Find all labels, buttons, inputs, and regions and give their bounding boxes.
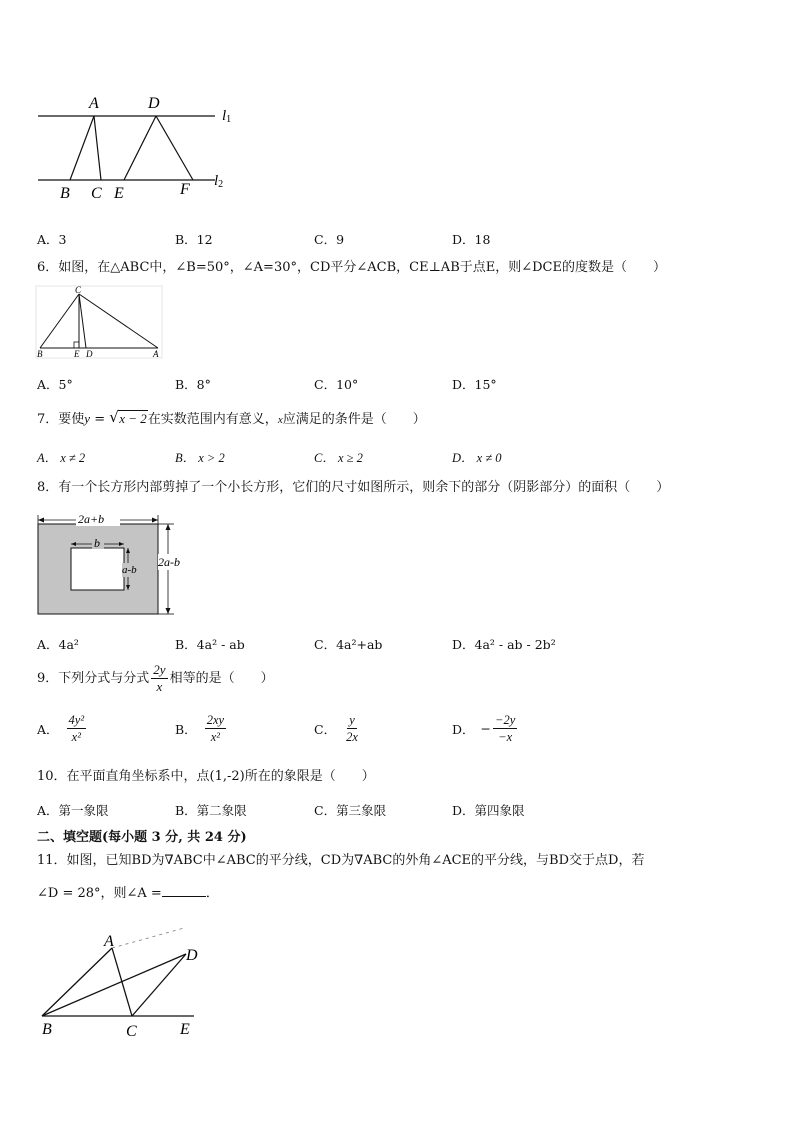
point-label-e: E	[114, 185, 124, 202]
q5-option-b[interactable]: B．12	[175, 232, 213, 247]
q8-option-c[interactable]: C．4a²+ab	[314, 637, 383, 652]
q6-question-text: 6．如图，在△ABC中，∠B=50°，∠A=30°，CD平分∠ACB，CE⊥AB于点E，则∠DCE的度数是（ ）	[37, 260, 666, 275]
line-label-l1: l1	[222, 108, 232, 125]
point-label-d: D	[148, 95, 160, 112]
q5-option-c[interactable]: C．9	[314, 232, 345, 247]
line-label-l2: l2	[214, 173, 224, 190]
answer-blank[interactable]	[162, 884, 206, 897]
q10-option-b[interactable]: B．第二象限	[175, 803, 247, 818]
q11-question-line1: 11．如图，已知BD为∇ABC中∠ABC的平分线，CD为∇ABC的外角∠ACE的平分线，与BD交于点D，若	[37, 853, 645, 868]
q6-option-b[interactable]: B．8°	[175, 377, 211, 392]
q9-question-text: 9．下列分式与分式 $\frac{2y}{x}$ 相等的是（ ）	[37, 662, 274, 694]
point-label-a: A	[89, 95, 99, 112]
q5-option-a[interactable]: A．3	[37, 232, 67, 247]
point-label-c: C	[126, 1023, 137, 1040]
q11-question-line2: ∠D = 28°，则∠A = ．	[37, 886, 219, 901]
point-label-a: A	[153, 349, 159, 359]
point-label-c: C	[75, 285, 82, 295]
section-heading-fill-in: 二、填空题(每小题 3 分, 共 24 分)	[37, 830, 247, 845]
q5-option-d[interactable]: D．18	[452, 232, 491, 247]
q8-option-a[interactable]: A．4a²	[37, 637, 79, 652]
sqrt-icon: √	[109, 408, 119, 426]
point-label-b: B	[42, 1021, 52, 1038]
point-label-b: B	[60, 185, 70, 202]
q8-option-b[interactable]: B．4a² - ab	[175, 637, 245, 652]
point-label-e: E	[74, 349, 80, 359]
point-label-d: D	[186, 947, 198, 964]
q10-option-a[interactable]: A．第一象限	[37, 803, 109, 818]
q6-option-a[interactable]: A．5°	[37, 377, 73, 392]
q10-question-text: 10．在平面直角坐标系中，点(1,-2)所在的象限是（ ）	[37, 769, 375, 784]
q6-option-d[interactable]: D．15°	[452, 377, 497, 392]
q9-option-b[interactable]: B． $\frac{2xy}{\text{x²}}$	[175, 713, 225, 744]
q10-option-d[interactable]: D．第四象限	[452, 803, 525, 818]
figure-q5-parallel-lines	[30, 88, 250, 206]
q9-option-a[interactable]: A． $\frac{\text{4y²}}{\text{x²}}$	[37, 713, 85, 744]
figure-q8-rectangles	[34, 508, 190, 618]
q8-question-text: 8．有一个长方形内部剪掉了一个小长方形，它们的尺寸如图所示，则余下的部分（阴影部分）的面积（ ）	[37, 480, 670, 495]
point-label-c: C	[91, 185, 102, 202]
q7-option-d[interactable]: D． x ≠ 0	[452, 451, 502, 465]
q7-option-a[interactable]: A． x ≠ 2	[37, 451, 86, 465]
point-label-a: A	[104, 933, 114, 950]
figure-q11-angle-bisectors	[34, 922, 214, 1044]
fraction-2y-over-x: $\frac{2y}{x}$	[153, 662, 166, 694]
point-label-f: F	[180, 181, 190, 198]
q7-option-b[interactable]: B． x > 2	[175, 451, 225, 465]
dimension-label-width: 2a+b	[78, 512, 105, 526]
q6-option-c[interactable]: C．10°	[314, 377, 359, 392]
q7-question-text: 7．要使y = √ x − 2在实数范围内有意义，x应满足的条件是（ ）	[37, 408, 426, 427]
point-label-b: B	[37, 349, 43, 359]
q10-option-c[interactable]: C．第三象限	[314, 803, 387, 818]
dimension-label-inner-height: a-b	[122, 564, 137, 576]
dimension-label-inner-width: b	[94, 536, 100, 550]
point-label-e: E	[180, 1021, 190, 1038]
q7-option-c[interactable]: C． x ≥ 2	[314, 451, 363, 465]
dimension-label-height: 2a-b	[158, 555, 180, 569]
figure-q6-triangle	[34, 284, 164, 362]
q9-option-c[interactable]: C． $\frac{y}{2x}$	[314, 713, 358, 744]
q9-option-d[interactable]: D． − $\frac{-2y}{-x}$	[452, 713, 516, 744]
sqrt-expression: √ x − 2	[109, 408, 147, 426]
q8-option-d[interactable]: D．4a² - ab - 2b²	[452, 637, 556, 652]
point-label-d: D	[86, 349, 93, 359]
